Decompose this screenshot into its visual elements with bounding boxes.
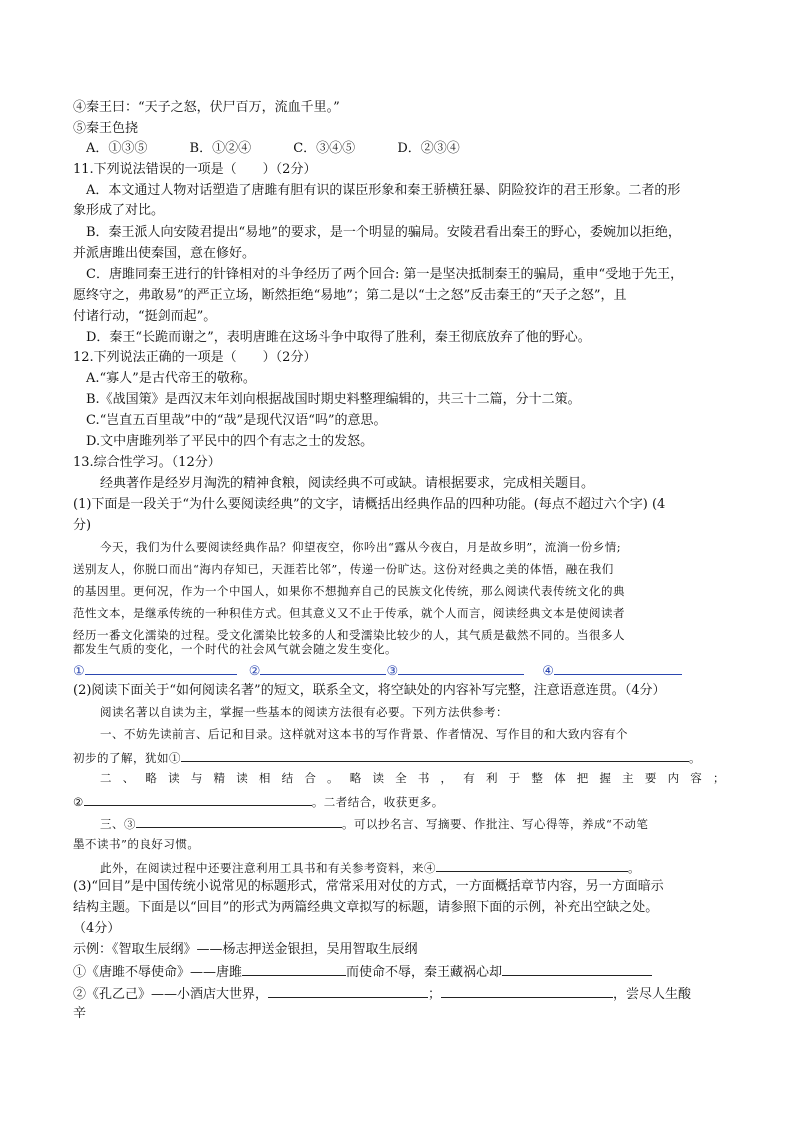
char: 读: [168, 771, 181, 785]
reading-blank-1[interactable]: [181, 748, 689, 762]
reading-line: 阅读名著以自读为主，掌握一些基本的阅读方法很有必要。下列方法供参考：: [100, 705, 508, 719]
q11-option-c-cont: 付诸行动，“挺剑而起”。: [73, 309, 217, 324]
char: 内: [667, 771, 680, 785]
fill-line-1: [73, 962, 725, 981]
reading-line: [100, 814, 725, 832]
fill-text: ②《孔乙己》——小酒店大世界，: [73, 987, 269, 1002]
reading-text: 。二者结合，收获更多。: [311, 795, 444, 809]
q13-part3-cont: （4分）: [73, 921, 121, 936]
answer-blank-3[interactable]: [398, 661, 524, 675]
reading-line: [73, 792, 725, 810]
q13-part1-cont: 分): [73, 518, 92, 533]
char: 要: [644, 771, 657, 785]
blank-mark-4: ④: [542, 664, 554, 679]
q11-option-a-cont: 象形成了对比。: [73, 203, 165, 218]
fill-text: ；: [428, 987, 442, 1002]
char: 读: [372, 771, 385, 785]
option-c: C．③④⑤: [293, 141, 356, 156]
option-a: A．①③⑤: [86, 141, 148, 156]
char: 利: [485, 771, 498, 785]
char: 二: [100, 771, 112, 785]
option-b: B．①②④: [189, 141, 252, 156]
example-line: 示例：《智取生辰纲》——杨志押送金银担，吴用智取生辰纲: [73, 942, 418, 957]
blank-mark-1: ①: [73, 664, 85, 679]
option-d: D．②③④: [397, 141, 460, 156]
char: 握: [599, 771, 612, 785]
fill-line-2-cont: 辛: [73, 1006, 87, 1021]
question-12: 12.下列说法正确的一项是（ ）（2分）: [73, 350, 317, 365]
title-blank-4[interactable]: [441, 984, 613, 998]
q12-option-b: B.《战国策》是西汉末年刘向根据战国时期史料整理编辑的，共三十二篇，分十二策。: [86, 392, 581, 407]
q11-option-b-cont: 并派唐雎出使秦国，意在修好。: [73, 246, 256, 261]
char: 主: [622, 771, 635, 785]
char: 与: [190, 771, 203, 785]
char: 。: [327, 771, 340, 785]
answer-blank-4[interactable]: [554, 661, 682, 675]
blank-mark-3: ③: [386, 664, 399, 679]
blank-mark-2: ②: [248, 664, 261, 679]
reading-text: 。: [689, 751, 701, 765]
q10-options: [86, 140, 725, 157]
fill-line-2: [73, 984, 725, 1003]
passage-line: 送别友人，你脱口而出“海内存知已，天涯若比邻”，传递一份旷达。这份对经典之美的体悟，融在我们: [73, 562, 614, 576]
char: 书: [417, 771, 430, 785]
char: 体: [554, 771, 567, 785]
q12-option-d: D.文中唐雎列举了平民中的四个有志之士的发怒。: [86, 434, 374, 449]
char: 读: [236, 771, 249, 785]
fill-text: 而使命不辱，秦王藏祸心却: [346, 965, 503, 980]
char: ；: [712, 771, 725, 785]
reading-blank-2[interactable]: [84, 792, 312, 806]
reading-text: 此外，在阅读过程中还要注意利用工具书和有关参考资料，来④: [100, 861, 436, 875]
char: 整: [531, 771, 544, 785]
fill-text: ，尝尽人生酸: [613, 987, 692, 1002]
char: 于: [508, 771, 521, 785]
reading-text: 。: [628, 861, 640, 875]
passage-line: 范性文本，是继承传统的一种积佳方式。但其意义又不止于传承，就个人而言，阅读经典文本是使阅读者: [73, 606, 625, 620]
reading-text: 初步的了解，犹如①: [73, 751, 181, 765]
question-11: 11.下列说法错误的一项是（ ）（2分）: [73, 162, 317, 177]
passage-line: 经历一番文化濡染的过程。受文化濡染比较多的人和受濡染比较少的人，其气质是截然不同的。当很多人: [73, 628, 625, 642]
q13-part3: (3)“回目”是中国传统小说常见的标题形式，常常采用对仗的方式，一方面概括章节内容，另一方面暗示: [73, 879, 664, 894]
reading-line: 一、不妨先读前言、后记和目录。这样就对这本书的写作背景、作者情况、写作目的和大致内容有个: [100, 727, 628, 741]
q11-option-c-cont: 愿终守之，弗敢易”的严正立场，断然拒绝“易地”；第二是以“士之怒”反击秦王的“天子之怒”，且: [73, 288, 627, 303]
q11-option-b: B．秦王派人向安陵君提出“易地”的要求，是一个明显的骗局。安陵君看出秦王的野心，委婉加以拒绝，: [86, 225, 681, 240]
answer-blanks-row: [73, 661, 725, 680]
question-13: 13.综合性学习。（12分）: [73, 455, 221, 470]
char: ，: [440, 771, 453, 785]
q11-option-a: A．本文通过人物对话塑造了唐雎有胆有识的谋臣形象和秦王骄横狂暴、阴险狡诈的君王形象。二者的形: [86, 183, 681, 198]
char: 精: [213, 771, 226, 785]
fill-text: ①《唐雎不辱使命》——唐雎: [73, 965, 243, 980]
reading-text: 三、③: [100, 817, 136, 831]
char: 全: [395, 771, 408, 785]
char: 略: [145, 771, 158, 785]
reading-line: [73, 748, 725, 766]
reading-line: [100, 858, 725, 876]
title-blank-1[interactable]: [242, 962, 346, 976]
char: 合: [304, 771, 317, 785]
passage-line: 今天，我们为什么要阅读经典作品？仰望夜空，你吟出“露从今夜白，月是故乡明”，流淌一份乡情;: [100, 540, 622, 554]
reading-text: ②: [73, 795, 84, 809]
text-line: ⑤秦王色挠: [73, 121, 139, 136]
q13-intro: 经典著作是经岁月淘洗的精神食粮，阅读经典不可或缺。请根据要求，完成相关题目。: [100, 476, 595, 491]
char: 略: [349, 771, 362, 785]
char: 容: [690, 771, 703, 785]
answer-blank-1[interactable]: [85, 661, 237, 675]
q13-part3-cont: 结构主题。下面是以“回目”的形式为两篇经典文章拟写的标题，请参照下面的示例，补充出空缺之处。: [73, 900, 659, 915]
char: 有: [463, 771, 476, 785]
title-blank-2[interactable]: [502, 962, 652, 976]
passage-line: 的基因里。更何况，作为一个中国人，如果你不想抛弃自己的民族文化传统，那么阅读代表传统文化的典: [73, 584, 625, 598]
reading-blank-4[interactable]: [436, 858, 628, 872]
answer-blank-2[interactable]: [260, 661, 386, 675]
char: 相: [258, 771, 271, 785]
text-line: ④秦王曰：“天子之怒，伏尸百万，流血千里。”: [73, 100, 340, 115]
reading-blank-3[interactable]: [136, 814, 342, 828]
q12-option-c: C.“岂直五百里哉”中的“哉”是现代汉语“吗”的意思。: [86, 413, 387, 428]
q11-option-c: C．唐雎同秦王进行的针锋相对的斗争经历了两个回合: 第一是坚决抵制秦王的骗局，重申“受地于先王，: [86, 267, 684, 282]
q12-option-a: A.“寡人”是古代帝王的敬称。: [86, 371, 256, 386]
title-blank-3[interactable]: [268, 984, 428, 998]
reading-line-spaced: [100, 770, 725, 786]
q11-option-d: D．秦王“长跪而谢之”，表明唐雎在这场斗争中取得了胜利，秦王彻底放弃了他的野心。: [86, 330, 591, 345]
q13-part2: (2)阅读下面关于“如何阅读名著”的短文，联系全文，将空缺处的内容补写完整，注意语意连贯。（4分）: [73, 683, 666, 698]
q13-part1: (1)下面是一段关于“为什么要阅读经典”的文字，请概括出经典作品的四种功能。(每点不超过六个字) (4: [73, 497, 666, 512]
passage-line: 都发生气质的变化，一个时代的社会风气就会随之发生变化。: [73, 642, 397, 656]
char: 把: [576, 771, 589, 785]
reading-text: 。可以抄名言、写摘要、作批注、写心得等，养成“不动笔: [342, 817, 649, 831]
char: 结: [281, 771, 294, 785]
reading-line: 墨不读书”的良好习惯。: [73, 837, 200, 851]
char: 、: [122, 771, 135, 785]
